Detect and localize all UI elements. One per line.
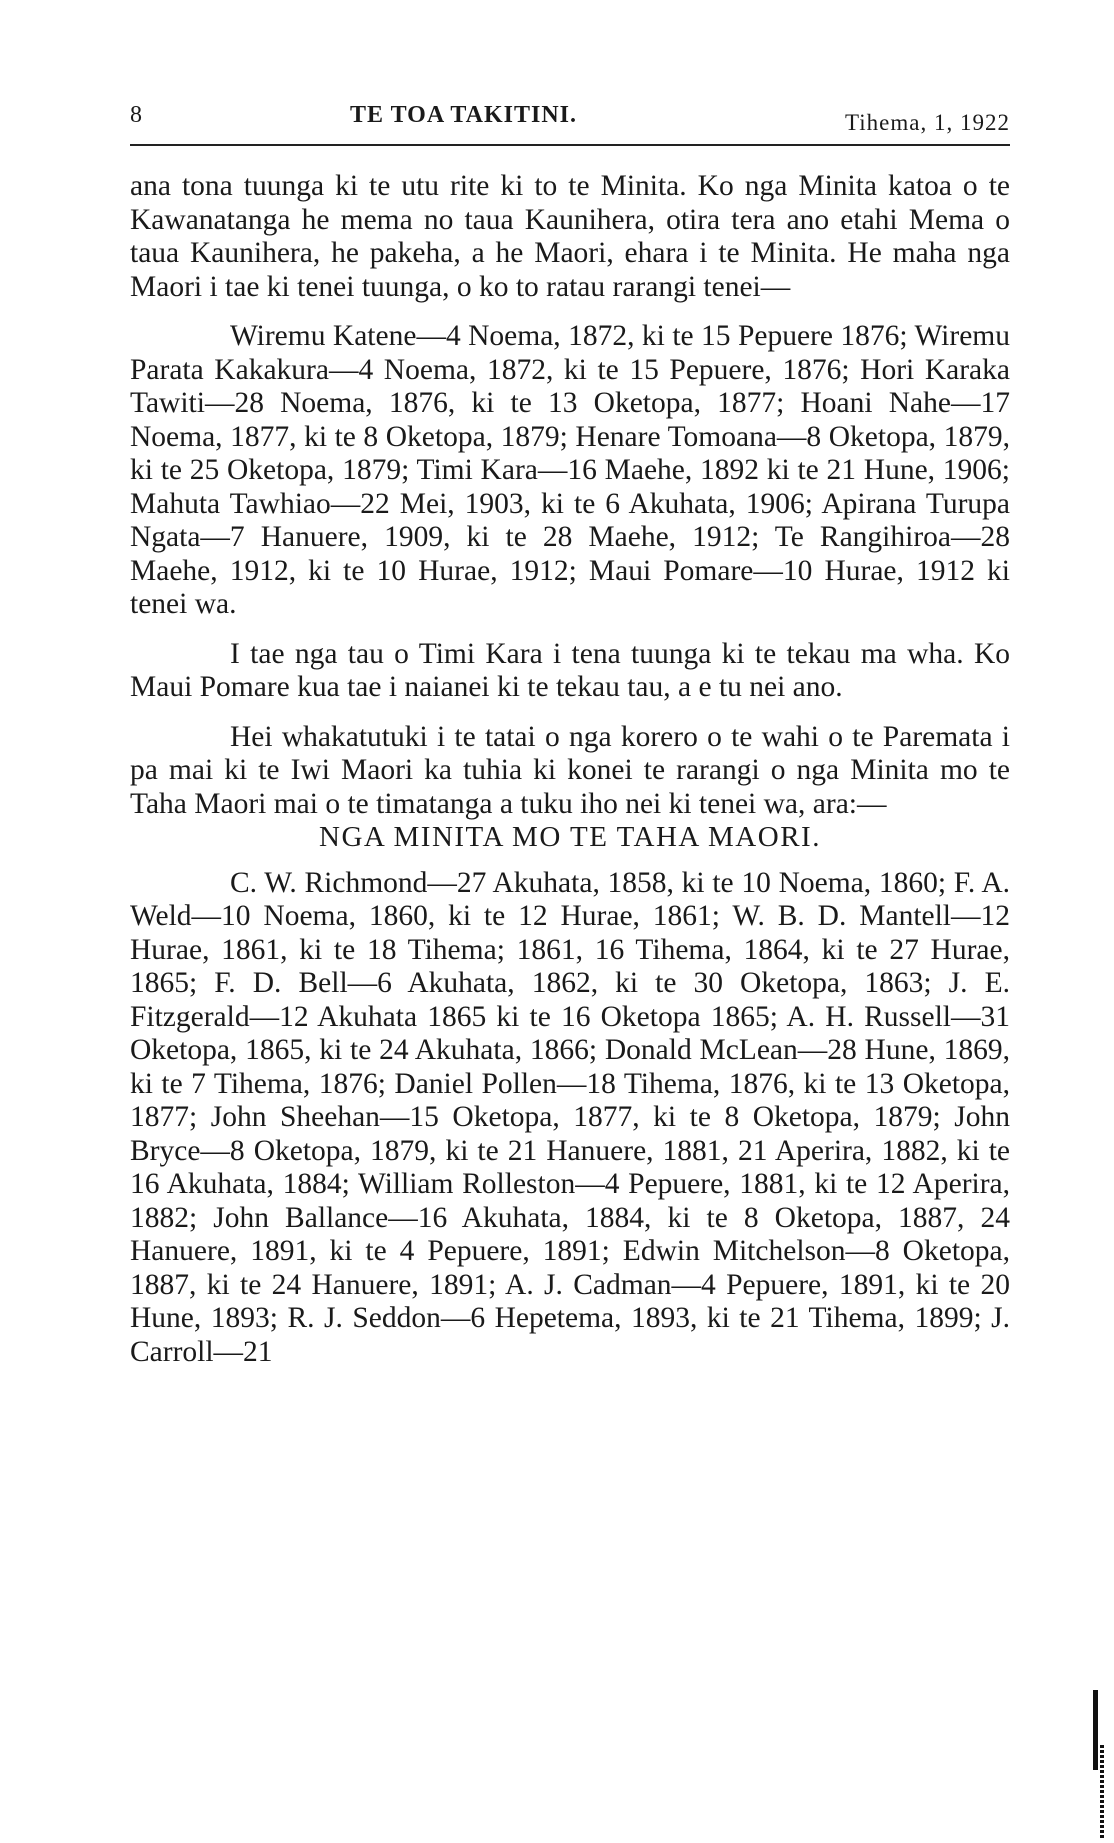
page-number: 8 bbox=[130, 102, 142, 128]
paragraph-ministers-list: C. W. Richmond—27 Akuhata, 1858, ki te 10 Noema, 1860; F. A. Weld—10 Noema, 1860, ki te 12 Hurae, 1861; W. B. D. Mantell—12 Hurae, 1861, ki te 18 Tihema; 1861, 16 Tihema, 1864, ki te 27 Hurae, 1865; F. D. Bell—6 Akuhata, 1862, ki te 30 Oketopa, 1863; J. E. Fitzgerald—12 Akuhata 1865 ki te 16 Oketopa 1865; A. H. Russell—31 Oketopa, 1865, ki te 24 Akuhata, 1866; Donald McLean—28 Hune, 1869, ki te 7 Tihema, 1876; Daniel Pollen—18 Tihema, 1876, ki te 13 Oketopa, 1877; John Sheehan—15 Oketopa, 1877, ki te 8 Oketopa, 1879; John Bryce—8 Oketopa, 1879, ki te 21 Hanuere, 1881, 21 Aperira, 1882, ki te 16 Akuhata, 1884; William Rolleston—4 Pepuere, 1881, ki te 12 Aperira, 1882; John Ballance—16 Akuhata, 1884, ki te 8 Oketopa, 1887, 24 Hanuere, 1891, ki te 4 Pepuere, 1891; Edwin Mitchelson—8 Oketopa, 1887, ki te 24 Hanuere, 1891; A. J. Cadman—4 Pepuere, 1891, ki te 20 Hune, 1893; R. J. Seddon—6 Hepetema, 1893, ki te 21 Tihema, 1899; J. Carroll—21 bbox=[130, 866, 1010, 1368]
paragraph-intro-list: Hei whakatutuki i te tatai o nga korero o te wahi o te Paremata i pa mai ki te Iwi Maori ka tuhia ki konei te rarangi o nga Minita mo te Taha Maori mai o te timatanga a tuku iho nei ki tenei wa, ara:— bbox=[130, 720, 1010, 820]
paragraph-tenure: I tae nga tau o Timi Kara i tena tuunga ki te tekau ma wha. Ko Maui Pomare kua tae i naianei ki te tekau tau, a e tu nei ano. bbox=[130, 637, 1010, 703]
issue-date: Tihema, 1, 1922 bbox=[845, 110, 1010, 135]
section-heading: NGA MINITA MO TE TAHA MAORI. bbox=[319, 821, 821, 853]
scan-edge-mark bbox=[1100, 1745, 1104, 1840]
article-body bbox=[130, 170, 1010, 1369]
paragraph-continued: ana tona tuunga ki te utu rite ki to te Minita. Ko nga Minita katoa o te Kawanatanga he mema no taua Kaunihera, otira tera ano etahi Mema o taua Kaunihera, he pakeha, a he Maori, ehara i te Minita. He maha nga Maori i tae ki tenei tuunga, o ko to ratau rarangi tenei— bbox=[130, 170, 1010, 303]
running-header bbox=[130, 100, 1010, 146]
publication-title: TE TOA TAKITINI. bbox=[350, 102, 577, 128]
paragraph-council-members: Wiremu Katene—4 Noema, 1872, ki te 15 Pepuere 1876; Wiremu Parata Kakakura—4 Noema, 1872, ki te 15 Pepuere, 1876; Hori Karaka Tawiti—28 Noema, 1876, ki te 13 Oketopa, 1877; Hoani Nahe—17 Noema, 1877, ki te 8 Oketopa, 1879; Henare Tomoana—8 Oketopa, 1879, ki te 25 Oketopa, 1879; Timi Kara—16 Maehe, 1892 ki te 21 Hune, 1906; Mahuta Tawhiao—22 Mei, 1903, ki te 6 Akuhata, 1906; Apirana Turupa Ngata—7 Hanuere, 1909, ki te 28 Maehe, 1912; Te Rangihiroa—28 Maehe, 1912, ki te 10 Hurae, 1912; Maui Pomare—10 Hurae, 1912 ki tenei wa. bbox=[130, 320, 1010, 620]
page bbox=[130, 100, 1010, 1369]
scan-edge-mark bbox=[1093, 1690, 1098, 1770]
